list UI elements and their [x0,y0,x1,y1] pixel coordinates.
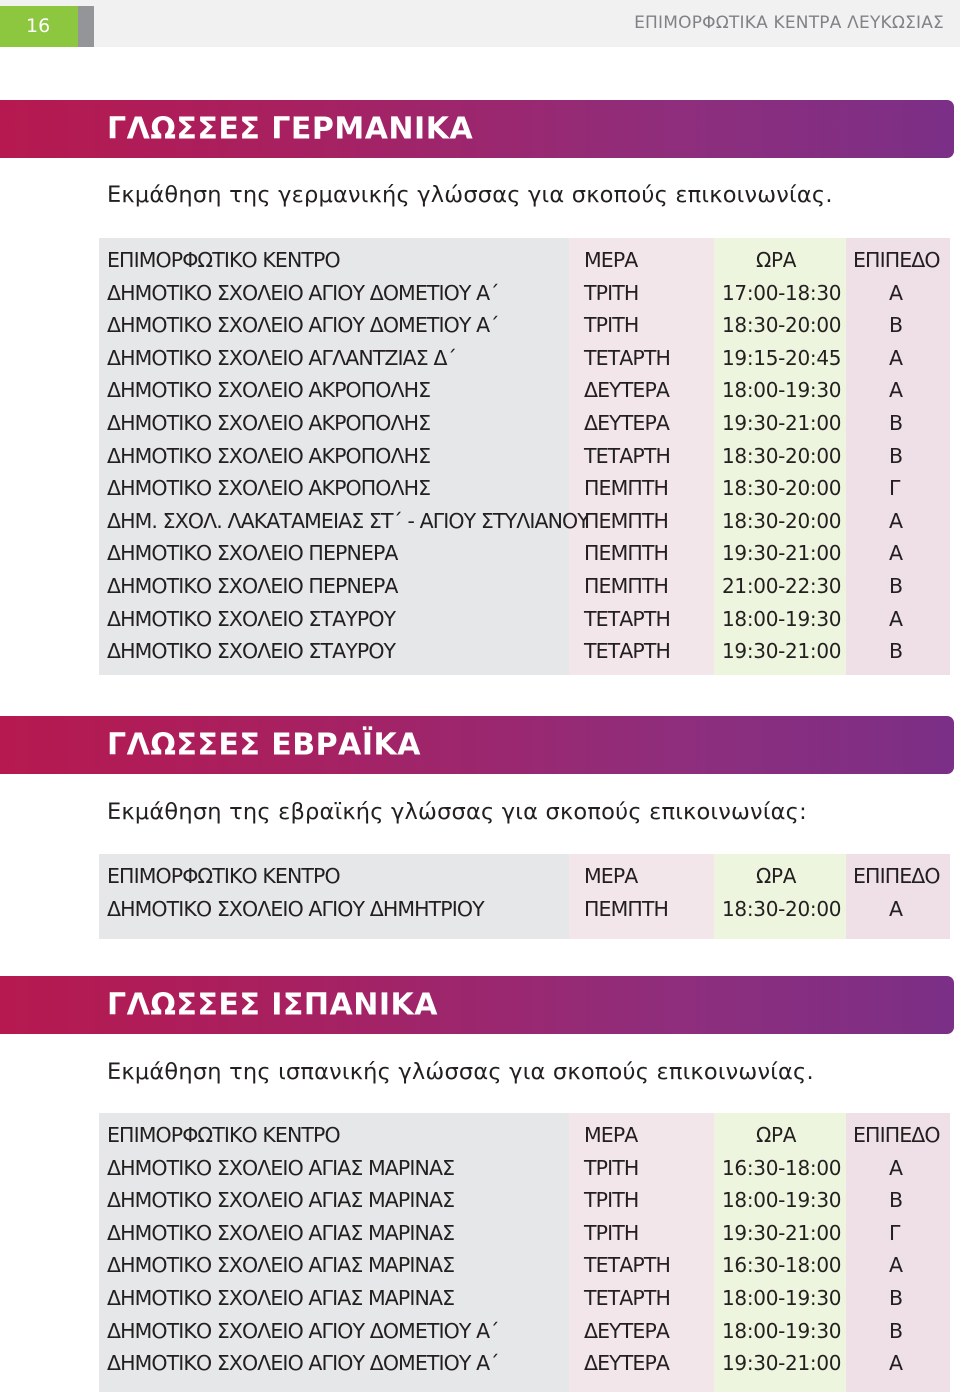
table-row [99,1217,950,1250]
cell-level: Α [889,508,903,533]
column-header-day: ΜΕΡΑ [584,248,638,272]
table-header-row [99,860,950,893]
cell-day: ΤΕΤΑΡΤΗ [584,1253,671,1278]
table-row [99,309,950,342]
cell-day: ΔΕΥΤΕΡΑ [584,411,670,435]
cell-time: 18:00-19:30 [722,606,842,631]
cell-day: ΤΡΙΤΗ [584,1188,639,1213]
table-row [99,537,950,570]
cell-level: Β [889,574,903,598]
cell-center: ΔΗΜΟΤΙΚΟ ΣΧΟΛΕΙΟ ΣΤΑΥΡΟΥ [107,606,396,631]
table-row [99,1152,950,1185]
cell-center: ΔΗΜΟΤΙΚΟ ΣΧΟΛΕΙΟ ΠΕΡΝΕΡΑ [107,574,398,598]
cell-level: Β [889,1286,903,1310]
cell-center: ΔΗΜΟΤΙΚΟ ΣΧΟΛΕΙΟ ΣΤΑΥΡΟΥ [107,639,396,664]
cell-center: ΔΗΜΟΤΙΚΟ ΣΧΟΛΕΙΟ ΑΚΡΟΠΟΛΗΣ [107,476,431,501]
cell-center: ΔΗΜΟΤΙΚΟ ΣΧΟΛΕΙΟ ΑΚΡΟΠΟΛΗΣ [107,443,431,468]
cell-day: ΤΕΤΑΡΤΗ [584,639,671,664]
cell-time: 19:15-20:45 [722,345,842,370]
cell-day: ΤΡΙΤΗ [584,1155,639,1180]
page-number: 16 [0,6,78,47]
schedule-table-hebrew [99,854,950,939]
section-title: ΓΛΩΣΣΕΣ ΙΣΠΑΝΙΚΑ [107,987,438,1023]
schedule-table-spanish [99,1113,950,1392]
cell-time: 19:30-21:00 [722,639,842,664]
cell-level: Α [889,541,903,566]
cell-level: Β [889,639,903,664]
table-row [99,893,950,926]
cell-level: Α [889,345,903,370]
table-row [99,603,950,636]
cell-level: Α [889,280,903,305]
section-intro: Εκμάθηση της εβραϊκής γλώσσας για σκοπούς επικοινωνίας: [107,799,807,825]
cell-center: ΔΗΜΟΤΙΚΟ ΣΧΟΛΕΙΟ ΑΓΙΟΥ ΔΟΜΕΤΙΟΥ Α΄ [107,1318,499,1343]
cell-day: ΔΕΥΤΕΡΑ [584,1351,670,1376]
cell-time: 18:00-19:30 [722,1188,842,1213]
column-header-level: ΕΠΙΠΕΔΟ [853,864,940,888]
cell-center: ΔΗΜΟΤΙΚΟ ΣΧΟΛΕΙΟ ΑΚΡΟΠΟΛΗΣ [107,378,431,403]
column-header-center: ΕΠΙΜΟΡΦΩΤΙΚΟ ΚΕΝΤΡΟ [107,1123,340,1147]
table-row [99,635,950,668]
column-header-time: ΩΡΑ [756,864,797,888]
cell-time: 19:30-21:00 [722,541,842,566]
cell-day: ΠΕΜΠΤΗ [584,896,669,921]
cell-day: ΤΕΤΑΡΤΗ [584,606,671,631]
cell-center: ΔΗΜΟΤΙΚΟ ΣΧΟΛΕΙΟ ΑΓΙΟΥ ΔΟΜΕΤΙΟΥ Α΄ [107,280,499,305]
column-header-time: ΩΡΑ [756,248,797,272]
cell-time: 18:30-20:00 [722,313,842,338]
column-header-day: ΜΕΡΑ [584,1123,638,1147]
cell-level: Α [889,1155,903,1180]
cell-time: 17:00-18:30 [722,280,842,305]
section-intro: Εκμάθηση της ισπανικής γλώσσας για σκοπούς επικοινωνίας. [107,1059,814,1085]
table-row [99,342,950,375]
section-header-german [0,100,954,158]
cell-time: 18:30-20:00 [722,476,842,501]
schedule-table-german [99,238,950,675]
cell-time: 18:00-19:30 [722,1286,842,1310]
section-title: ΓΛΩΣΣΕΣ ΓΕΡΜΑΝΙΚΑ [107,111,474,147]
column-header-center: ΕΠΙΜΟΡΦΩΤΙΚΟ ΚΕΝΤΡΟ [107,864,340,888]
cell-day: ΤΕΤΑΡΤΗ [584,443,671,468]
cell-level: Α [889,606,903,631]
section-header-spanish [0,976,954,1034]
cell-time: 18:00-19:30 [722,378,842,403]
cell-level: Α [889,378,903,403]
table-row [99,407,950,440]
cell-day: ΤΡΙΤΗ [584,1220,639,1245]
table-row [99,440,950,473]
cell-center: ΔΗΜΟΤΙΚΟ ΣΧΟΛΕΙΟ ΑΓΙΑΣ ΜΑΡΙΝΑΣ [107,1155,455,1180]
cell-level: Α [889,1351,903,1376]
column-header-day: ΜΕΡΑ [584,864,638,888]
cell-level: Β [889,443,903,468]
cell-level: Β [889,1188,903,1213]
page-number-accent [78,6,94,47]
cell-day: ΠΕΜΠΤΗ [584,508,669,533]
table-row [99,374,950,407]
column-header-level: ΕΠΙΠΕΔΟ [853,1123,940,1147]
cell-level: Β [889,313,903,338]
cell-level: Γ [889,476,900,501]
cell-time: 18:30-20:00 [722,896,842,921]
table-row [99,1347,950,1380]
cell-center: ΔΗΜΟΤΙΚΟ ΣΧΟΛΕΙΟ ΑΓΙΑΣ ΜΑΡΙΝΑΣ [107,1253,455,1278]
cell-time: 16:30-18:00 [722,1253,842,1278]
cell-center: ΔΗΜΟΤΙΚΟ ΣΧΟΛΕΙΟ ΑΓΙΑΣ ΜΑΡΙΝΑΣ [107,1220,455,1245]
table-row [99,1282,950,1315]
section-header-hebrew [0,716,954,774]
cell-time: 16:30-18:00 [722,1155,842,1180]
cell-center: ΔΗΜΟΤΙΚΟ ΣΧΟΛΕΙΟ ΑΓΛΑΝΤΖΙΑΣ Δ΄ [107,345,456,370]
section-title: ΓΛΩΣΣΕΣ ΕΒΡΑΪΚΑ [107,727,421,763]
cell-time: 19:30-21:00 [722,1351,842,1376]
table-row [99,570,950,603]
section-intro: Εκμάθηση της γερμανικής γλώσσας για σκοπούς επικοινωνίας. [107,182,833,208]
cell-day: ΤΡΙΤΗ [584,280,639,305]
cell-center: ΔΗΜΟΤΙΚΟ ΣΧΟΛΕΙΟ ΑΓΙΟΥ ΔΗΜΗΤΡΙΟΥ [107,896,484,921]
cell-day: ΤΕΤΑΡΤΗ [584,1286,671,1310]
cell-center: ΔΗΜ. ΣΧΟΛ. ΛΑΚΑΤΑΜΕΙΑΣ ΣΤ΄ - ΑΓΙΟΥ ΣΤΥΛΙΑΝΟΥ [107,508,589,533]
column-header-center: ΕΠΙΜΟΡΦΩΤΙΚΟ ΚΕΝΤΡΟ [107,248,340,272]
cell-time: 18:30-20:00 [722,443,842,468]
cell-day: ΔΕΥΤΕΡΑ [584,1318,670,1343]
column-header-time: ΩΡΑ [756,1123,797,1147]
cell-day: ΤΡΙΤΗ [584,313,639,338]
running-title: ΕΠΙΜΟΡΦΩΤΙΚΑ ΚΕΝΤΡΑ ΛΕΥΚΩΣΙΑΣ [634,13,944,33]
cell-center: ΔΗΜΟΤΙΚΟ ΣΧΟΛΕΙΟ ΑΓΙΑΣ ΜΑΡΙΝΑΣ [107,1188,455,1213]
cell-day: ΠΕΜΠΤΗ [584,476,669,501]
cell-time: 21:00-22:30 [722,574,842,598]
cell-center: ΔΗΜΟΤΙΚΟ ΣΧΟΛΕΙΟ ΑΚΡΟΠΟΛΗΣ [107,411,431,435]
cell-center: ΔΗΜΟΤΙΚΟ ΣΧΟΛΕΙΟ ΑΓΙΟΥ ΔΟΜΕΤΙΟΥ Α΄ [107,1351,499,1376]
table-row [99,472,950,505]
table-row [99,1184,950,1217]
table-row [99,277,950,310]
cell-level: Α [889,1253,903,1278]
table-header-row [99,244,950,277]
cell-center: ΔΗΜΟΤΙΚΟ ΣΧΟΛΕΙΟ ΠΕΡΝΕΡΑ [107,541,398,566]
cell-day: ΤΕΤΑΡΤΗ [584,345,671,370]
cell-level: Γ [889,1220,900,1245]
cell-time: 19:30-21:00 [722,1220,842,1245]
cell-time: 19:30-21:00 [722,411,842,435]
cell-level: Β [889,411,903,435]
table-header-row [99,1119,950,1152]
table-row [99,1249,950,1282]
cell-center: ΔΗΜΟΤΙΚΟ ΣΧΟΛΕΙΟ ΑΓΙΟΥ ΔΟΜΕΤΙΟΥ Α΄ [107,313,499,338]
cell-day: ΠΕΜΠΤΗ [584,541,669,566]
cell-level: Β [889,1318,903,1343]
cell-day: ΠΕΜΠΤΗ [584,574,669,598]
column-header-level: ΕΠΙΠΕΔΟ [853,248,940,272]
cell-level: Α [889,896,903,921]
table-row [99,505,950,538]
cell-day: ΔΕΥΤΕΡΑ [584,378,670,403]
cell-time: 18:00-19:30 [722,1318,842,1343]
cell-time: 18:30-20:00 [722,508,842,533]
cell-center: ΔΗΜΟΤΙΚΟ ΣΧΟΛΕΙΟ ΑΓΙΑΣ ΜΑΡΙΝΑΣ [107,1286,455,1310]
table-row [99,1315,950,1348]
